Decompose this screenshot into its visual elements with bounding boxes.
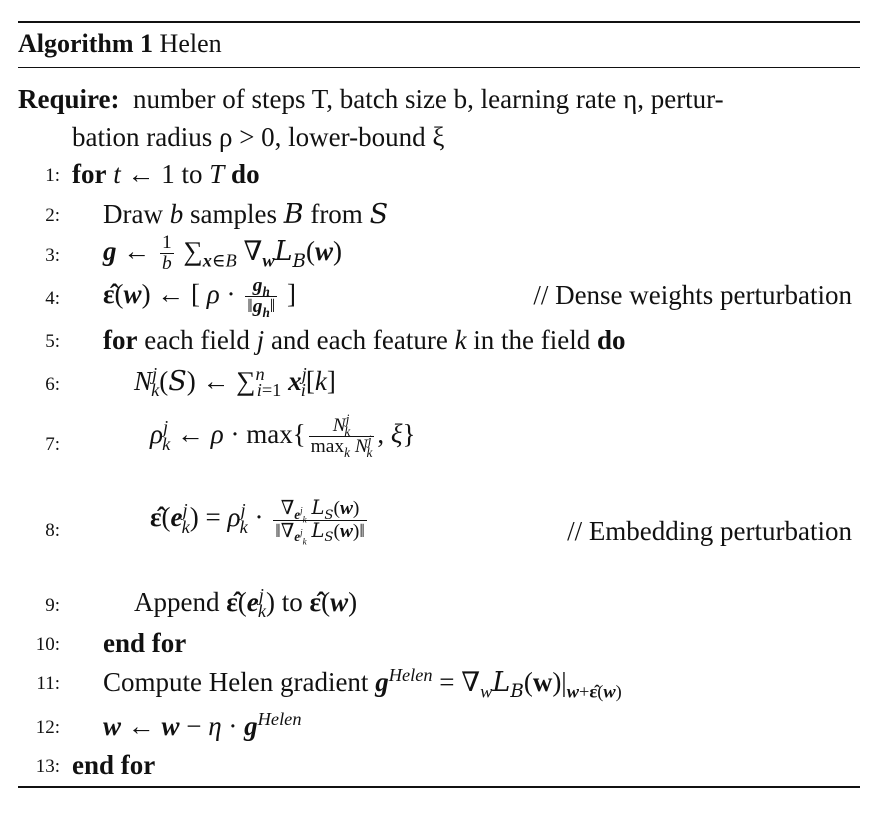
line-code: Draw b samples B from S: [103, 199, 389, 230]
algo-line-10: [18, 624, 860, 664]
helen-superscript: Helen: [388, 665, 433, 685]
algorithm-block: [18, 0, 860, 817]
word-to: to: [281, 587, 303, 617]
line-number: 3:: [45, 245, 60, 266]
line-number: 12:: [35, 717, 60, 738]
line-number: 11:: [36, 673, 60, 694]
line-number: 9:: [45, 595, 60, 616]
line-code: $\varepsilon̂(e^j_k) = \rho^j_k$ · $\frac{\nabla_{e^j_k} L_S(w)}{‖\nabla_{e^j_k} L_S(w)‖}$: [150, 496, 365, 548]
line-code: for each field j and each feature k in the field do: [103, 325, 626, 355]
line-code: ε̂(w) ← [ ρ · $\frac{g_h}{‖g_h‖}$ ]: [103, 275, 297, 321]
line-number: 7:: [45, 434, 60, 455]
line-code: $N^j_k(S)$ ← ∑$^n_{i=1}$ $x^j_i[k]$: [134, 364, 336, 401]
keyword-do: do: [231, 159, 260, 189]
line-number: 2:: [45, 205, 60, 226]
top-rule: [18, 21, 860, 23]
word-each-feature: and each feature: [270, 325, 448, 355]
require-text-2: bation radius ρ > 0, lower-bound ξ: [72, 122, 445, 152]
word-samples: samples: [189, 199, 277, 229]
algo-line-12: [18, 707, 860, 747]
word-in-field: in the field: [473, 325, 591, 355]
line-number: 6:: [45, 374, 60, 395]
word-compute: Compute Helen gradient: [103, 667, 369, 697]
require-text-1: number of steps T, batch size b, learning rate η, pertur-: [133, 84, 724, 114]
algorithm-number: Algorithm 1: [18, 29, 154, 58]
algo-line-13: [18, 746, 860, 786]
word-draw: Draw: [103, 199, 163, 229]
require-line: [18, 80, 860, 118]
line-code: Compute Helen gradient $g^{Helen} = \nabla_wL_B(w)|_{w+\varepsilon̂(w)}$: [103, 665, 622, 703]
word-from: from: [310, 199, 363, 229]
algo-line-1: [18, 155, 860, 195]
line-number: 13:: [35, 756, 60, 777]
algo-line-2: [18, 195, 860, 235]
line-code: Append $\varepsilon̂(e^j_k)$ to ε̂(w): [134, 585, 358, 622]
line-code: $\rho^j_k$ ← ρ · max{ $\frac{N^j_k}{\max_k N^j_k}$ , ξ}: [150, 411, 416, 461]
title-rule: [18, 67, 860, 68]
require-keyword: Require:: [18, 84, 120, 114]
algo-line-4: [18, 275, 860, 321]
algo-line-5: [18, 321, 860, 361]
word-max: max: [246, 419, 293, 450]
line-code: for t ← 1 to T do: [72, 159, 260, 189]
algo-line-7: [18, 411, 860, 474]
algo-line-9: [18, 585, 860, 625]
comment-dense: // Dense weights perturbation: [533, 280, 852, 310]
line-number: 4:: [45, 288, 60, 309]
bottom-rule: [18, 786, 860, 788]
end-for-outer: end for: [72, 750, 156, 780]
keyword-for: for: [72, 159, 107, 189]
line-code: g ← $\frac{1}{b}$ $\sum_{x\in B}$ $\nabla_wL_B(w)$: [103, 232, 343, 275]
line-number: 1:: [45, 165, 60, 186]
word-append: Append: [134, 587, 220, 617]
algo-line-11: [18, 663, 860, 703]
algo-line-8: [18, 490, 860, 570]
word-to: to: [181, 159, 203, 189]
algo-line-3: [18, 233, 860, 273]
line-code: w ← $w - \eta \cdot g^{Helen}$: [103, 709, 302, 741]
algorithm-title: [18, 28, 222, 60]
algo-line-6: [18, 362, 860, 402]
keyword-for: for: [103, 325, 138, 355]
algorithm-name: Helen: [159, 29, 222, 58]
line-number: 10:: [35, 634, 60, 655]
helen-superscript: Helen: [257, 709, 302, 729]
end-for-inner: end for: [103, 628, 187, 658]
word-each-field: each field: [144, 325, 250, 355]
keyword-do: do: [597, 325, 626, 355]
line-number: 8:: [45, 520, 60, 541]
comment-embedding: // Embedding perturbation: [567, 516, 852, 546]
line-number: 5:: [45, 331, 60, 352]
